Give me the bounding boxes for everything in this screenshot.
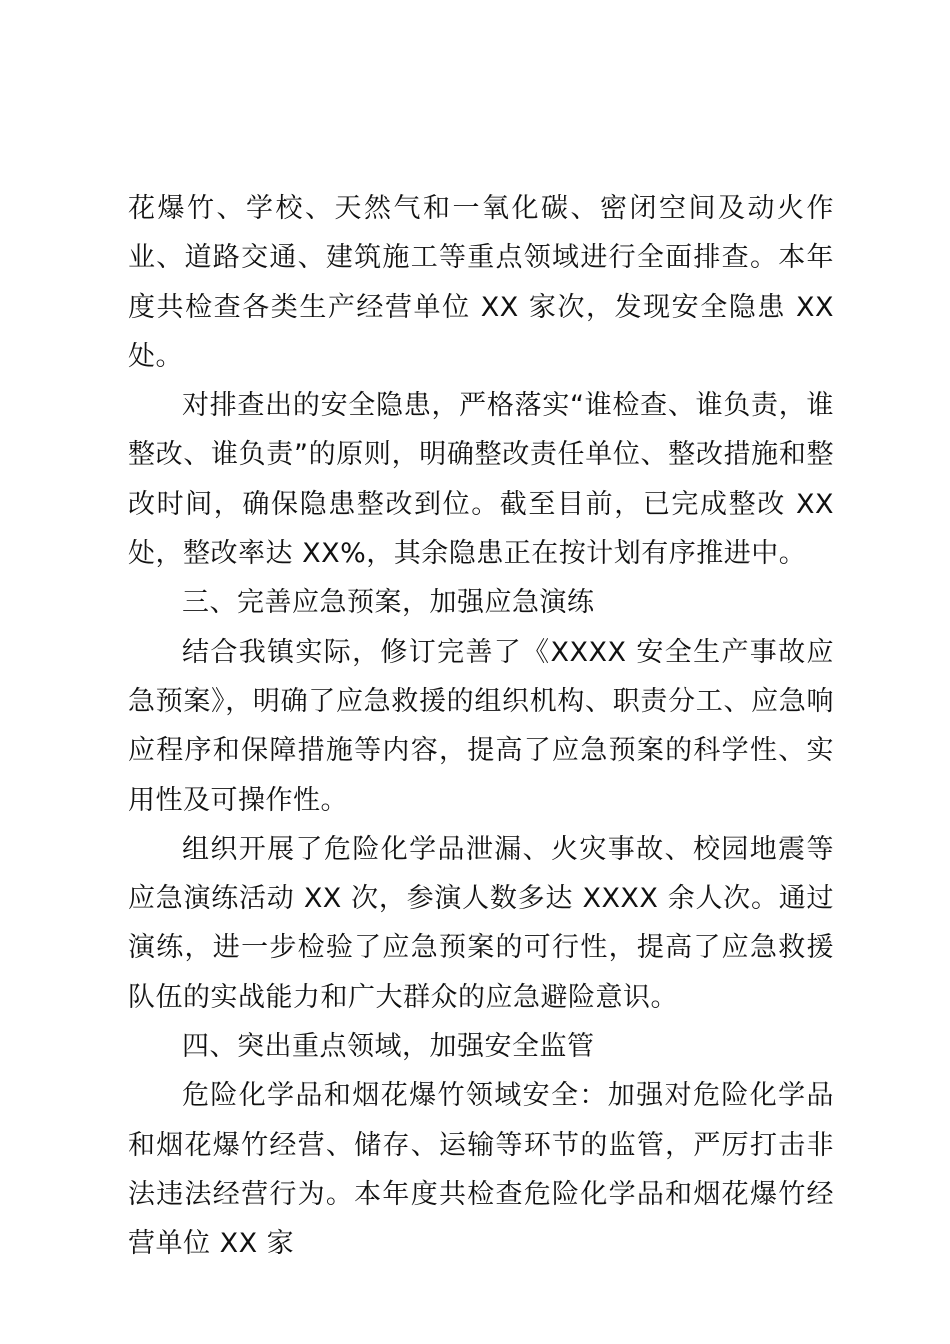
paragraph-inspection-summary: 花爆竹、学校、天然气和一氧化碳、密闭空间及动火作业、道路交通、建筑施工等重点领域进行全面排查。本年度共检查各类生产经营单位 XX 家次，发现安全隐患 XX 处。 [128, 193, 834, 372]
section-heading-key-areas: 四、突出重点领域，加强安全监管 [182, 1031, 595, 1063]
section-heading-emergency-plan: 三、完善应急预案，加强应急演练 [182, 587, 595, 619]
paragraph-emergency-drills: 组织开展了危险化学品泄漏、火灾事故、校园地震等应急演练活动 XX 次，参演人数多达 XXXX 余人次。通过演练，进一步检验了应急预案的可行性，提高了应急救援队伍的实战能力和广大群众的应急避险意识。 [128, 833, 834, 1013]
paragraph-hazardous-chemicals: 危险化学品和烟花爆竹领域安全：加强对危险化学品和烟花爆竹经营、储存、运输等环节的监管，严厉打击非法违法经营行为。本年度共检查危险化学品和烟花爆竹经营单位 XX 家 [128, 1080, 834, 1260]
document-body [128, 184, 834, 1269]
paragraph-hazard-rectification: 对排查出的安全隐患，严格落实“谁检查、谁负责，谁整改、谁负责”的原则，明确整改责任单位、整改措施和整改时间，确保隐患整改到位。截至目前，已完成整改 XX 处，整改率达 XX%，其余隐患正在按计划有序推进中。 [128, 390, 834, 570]
paragraph-emergency-plan-revision: 结合我镇实际，修订完善了《XXXX 安全生产事故应急预案》，明确了应急救援的组织机构、职责分工、应急响应程序和保障措施等内容，提高了应急预案的科学性、实用性及可操作性。 [128, 636, 834, 816]
